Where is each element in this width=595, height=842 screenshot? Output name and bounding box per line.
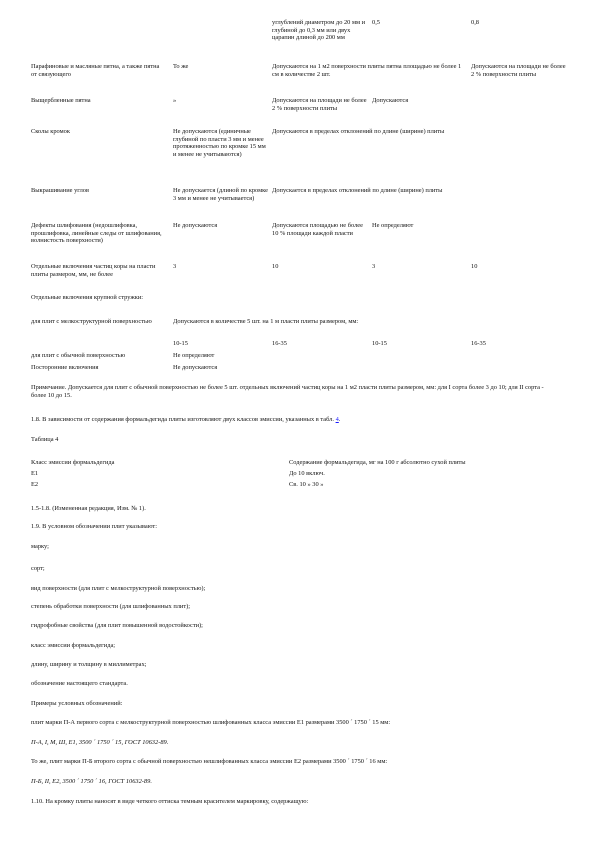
table-cell: » <box>173 97 177 104</box>
table-cell: Не допускаются <box>173 222 218 229</box>
table-cell: То же <box>173 63 189 70</box>
table-cell: Е2 <box>31 481 39 488</box>
paragraph: марку; <box>31 543 49 550</box>
paragraph: гидрофобные свойства (для плит повышенной водостойкости); <box>31 622 203 629</box>
paragraph: вид поверхности (для плит с мелкоструктурной поверхностью); <box>31 585 206 592</box>
paragraph: плит марки П-А первого сорта с мелкоструктурной поверхностью шлифованных класса эмиссии Е1 размерами 3500 ´ 1750 ´ 15 мм: <box>31 719 391 726</box>
table-cell: 10-15 <box>173 340 188 347</box>
table-cell: Допускаются в пределах отклонений по длине (ширине) плиты <box>272 128 445 135</box>
table-cell: Св. 10 » 30 » <box>289 481 324 488</box>
table-4-link[interactable]: 4 <box>335 416 339 423</box>
defect-name: для плит с мелкоструктурной поверхностью <box>31 318 152 325</box>
paragraph: длину, ширину и толщину в миллиметрах; <box>31 661 147 668</box>
table-cell: 0,5 <box>372 19 380 26</box>
table-cell: Допускаются площадью не более 10 % площади каждой пласти <box>272 222 363 237</box>
defect-name: Дефекты шлифования (недошлифовка, прошлифовка, линейные следы от шлифования, волнистость поверхности) <box>31 222 162 245</box>
table-cell: 16-35 <box>471 340 486 347</box>
table-cell: До 10 включ. <box>289 470 325 477</box>
table-header: Содержание формальдегида, мг на 100 г абсолютно сухой плиты <box>289 459 466 466</box>
table-cell: 10 <box>471 263 478 270</box>
table-cell: Не допускаются <box>173 364 218 371</box>
table-cell: 10 <box>272 263 279 270</box>
table-cell: Допускается в пределах отклонений по длине (ширине) плиты <box>272 187 443 194</box>
table-header: Класс эмиссии формальдегида <box>31 459 115 466</box>
table-cell: углублений диаметром до 20 мм и глубиной до 0,3 мм или двух царапин длиной до 200 мм <box>272 19 366 42</box>
table-cell: Не определяют <box>173 352 215 359</box>
defect-name: Отдельные включения крупной стружки: <box>31 294 144 301</box>
table-cell: Не допускается (длиной по кромке 3 мм и менее не учитывается) <box>173 187 268 202</box>
defect-name: Посторонние включения <box>31 364 99 371</box>
table-note: Примечание. Допускается для плит с обычной поверхностью не более 5 шт. отдельных включений частиц коры на 1 м2 пласти плиты размером, мм: для I сорта более 3 до 10; для II сорта - более 10 до 15. <box>31 384 544 399</box>
paragraph: 1.5-1.8. (Измененная редакция, Изм. № 1). <box>31 505 146 512</box>
paragraph-text: 1.8. В зависимости от содержания формальдегида плиты изготовляют двух классов эмиссии, указанных в табл. <box>31 416 334 423</box>
table-cell: 16-35 <box>272 340 287 347</box>
paragraph-end: . <box>338 416 341 423</box>
defect-name: Парафиновые и масляные пятна, а также пятна от связующего <box>31 63 160 78</box>
defect-name: Выкрашивание углов <box>31 187 89 194</box>
paragraph: Примеры условных обозначений: <box>31 700 123 707</box>
table-cell: 0,8 <box>471 19 479 26</box>
table-cell: Допускаются на 1 м2 поверхности плиты пятна площадью не более 1 см в количестве 2 шт. <box>272 63 462 78</box>
table-caption: Таблица 4 <box>31 436 59 443</box>
defect-name: для плит с обычной поверхностью <box>31 352 126 359</box>
paragraph: То же, плит марки П-Б второго сорта с обычной поверхностью нешлифованных класса эмиссии Е2 размерами 3500 ´ 1750 ´ 16 мм: <box>31 758 388 765</box>
paragraph: сорт; <box>31 565 45 572</box>
table-cell: Е1 <box>31 470 39 477</box>
table-cell: Допускаются <box>372 97 409 104</box>
paragraph: обозначение настоящего стандарта. <box>31 680 128 687</box>
table-cell: 3 <box>173 263 177 270</box>
table-cell: Не допускаются (единичные глубиной по пласти 3 мм и менее протяженностью по кромке 15 мм и менее не учитываются) <box>173 128 266 158</box>
table-cell: Не определяют <box>372 222 414 229</box>
defect-name: Сколы кромок <box>31 128 70 135</box>
example-designation: П-Б, II, Е2, 3500 ´ 1750 ´ 16, ГОСТ 10632-89. <box>31 778 152 785</box>
paragraph: 1.9. В условном обозначении плит указывают: <box>31 523 157 530</box>
paragraph: степень обработки поверхности (для шлифованных плит); <box>31 603 191 610</box>
defect-name: Отдельные включения частиц коры на пласти плиты размером, мм, не более <box>31 263 156 278</box>
table-cell: 10-15 <box>372 340 387 347</box>
paragraph: 1.10. На кромку плиты наносят в виде четкого оттиска темным красителем маркировку, содержащую: <box>31 798 309 805</box>
table-cell: 3 <box>372 263 376 270</box>
table-cell: Допускаются на площади не более 2 % поверхности плиты <box>272 97 367 112</box>
table-cell: Допускаются на площади не более 2 % поверхности плиты <box>471 63 566 78</box>
example-designation: П-А, I, М, Ш, Е1, 3500 ´ 1750 ´ 15, ГОСТ 10632-89. <box>31 739 169 746</box>
table-cell: Допускаются в количестве 5 шт. на 1 м пласти плиты размером, мм: <box>173 318 359 325</box>
paragraph: класс эмиссии формальдегида; <box>31 642 116 649</box>
paragraph-1-8 <box>31 416 340 424</box>
defect-name: Выщербленные пятна <box>31 97 91 104</box>
